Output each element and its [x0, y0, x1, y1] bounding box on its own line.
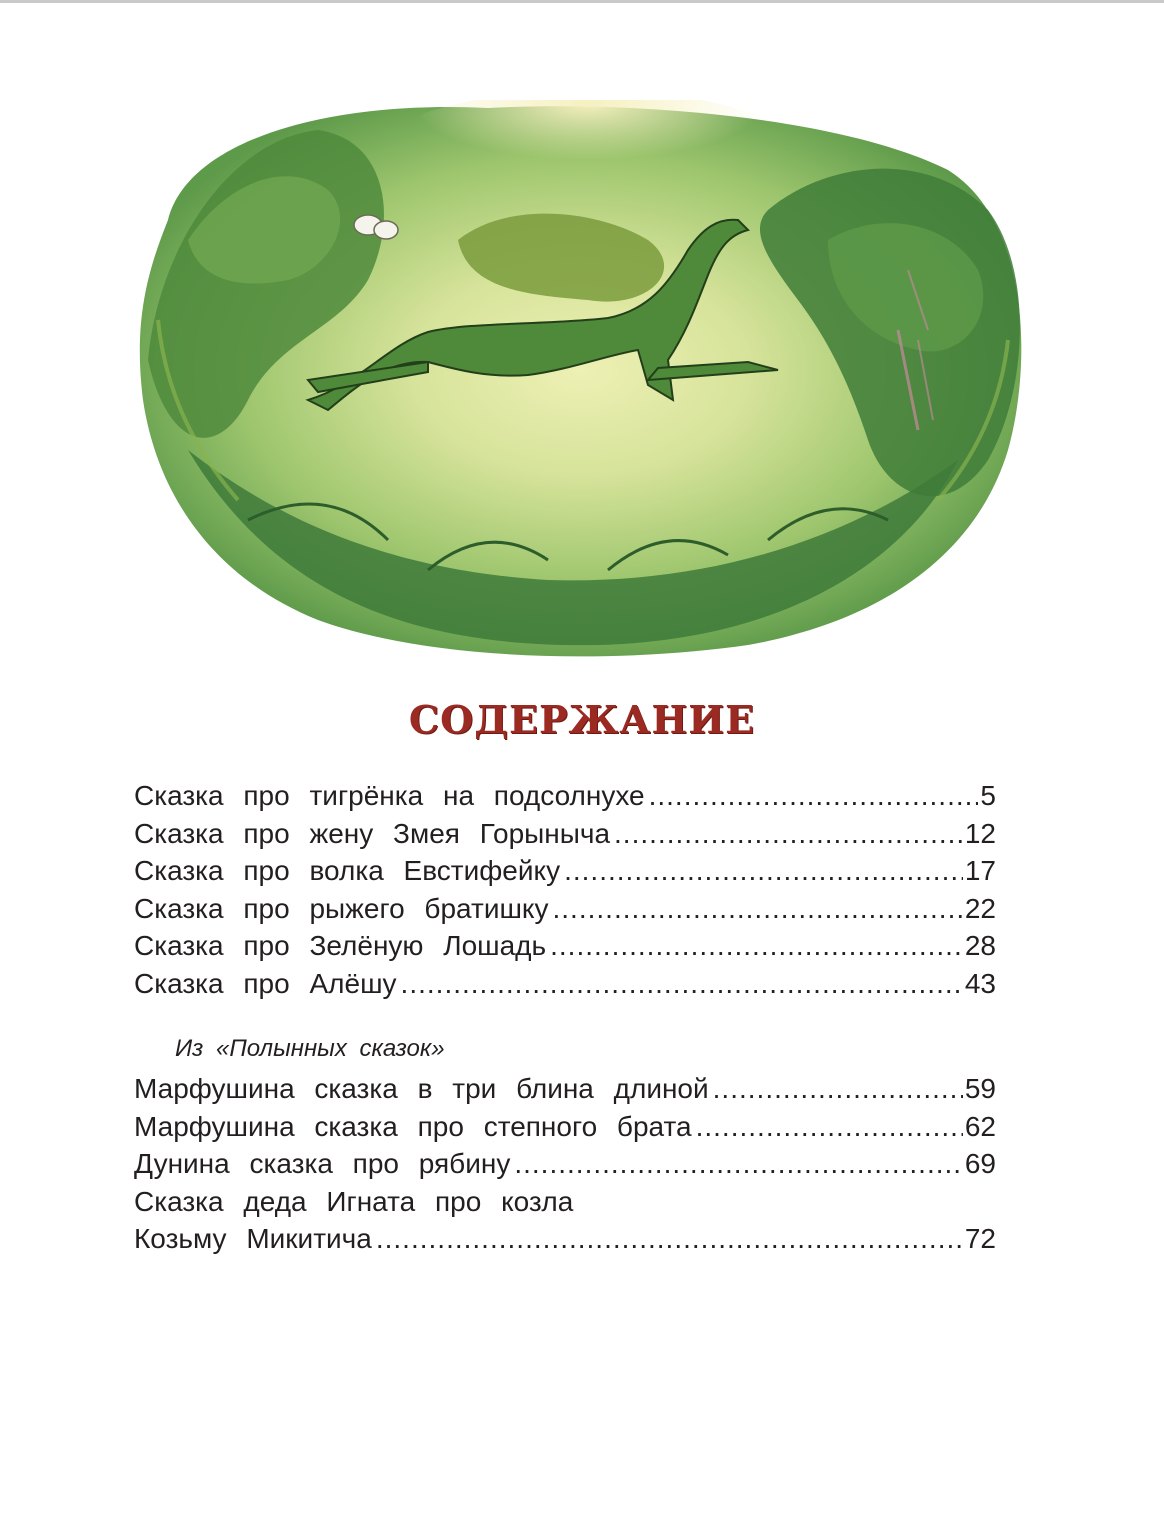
toc-entry[interactable]: [134, 777, 996, 815]
toc-leader-dots: [713, 1070, 963, 1108]
toc-entry-page: 22: [964, 892, 996, 924]
toc-leader-dots: [614, 815, 963, 853]
toc-leader-dots: [564, 852, 963, 890]
toc-entry-page: 72: [964, 1223, 996, 1254]
toc-entry[interactable]: [134, 1070, 996, 1108]
toc-leader-dots: [376, 1220, 963, 1258]
green-horse-illustration: [128, 100, 1033, 665]
toc-entry-title: Сказка про Алёшу: [134, 967, 397, 999]
toc-leader-dots: [649, 777, 979, 815]
toc-entry[interactable]: [134, 890, 996, 928]
toc-entry[interactable]: [134, 1145, 996, 1183]
toc-leader-dots: [514, 1145, 963, 1183]
toc-entry-page: 5: [980, 780, 996, 811]
toc-entry-page: 62: [964, 1110, 996, 1142]
toc-leader-dots: [553, 890, 963, 928]
toc-entry-page: 69: [964, 1148, 996, 1179]
toc-leader-dots: [401, 965, 963, 1003]
toc-entry-title: Марфушина сказка про степного брата: [134, 1110, 692, 1142]
toc-entry-title: Сказка про жену Змея Горыныча: [134, 817, 611, 849]
toc-entry[interactable]: [134, 1220, 996, 1258]
toc-entry-title: Сказка про волка Евстифейку: [134, 855, 561, 886]
toc-main-list: [134, 777, 996, 1002]
toc-entry-page: 59: [964, 1073, 996, 1104]
toc-entry-page: 28: [964, 930, 996, 961]
toc-entry-title: Сказка про Зелёную Лошадь: [134, 930, 547, 961]
toc-entry[interactable]: [134, 965, 996, 1003]
toc-entry-title: Марфушина сказка в три блина длиной: [134, 1073, 709, 1104]
toc-section-label: Из «Полынных сказок»: [175, 1035, 445, 1062]
contents-heading: СОДЕРЖАНИЕ: [408, 697, 756, 742]
toc-entry-page: 12: [964, 817, 996, 849]
toc-leader-dots: [696, 1108, 963, 1146]
page-top-rule: [0, 0, 1164, 3]
toc-entry-page: 43: [964, 967, 996, 999]
toc-entry[interactable]: [134, 927, 996, 965]
toc-entry[interactable]: [134, 815, 996, 853]
toc-section-list: [134, 1070, 996, 1258]
toc-entry-title-line1[interactable]: Сказка деда Игната про козла: [134, 1185, 574, 1217]
toc-entry-title: Дунина сказка про рябину: [134, 1148, 511, 1179]
toc-entry[interactable]: [134, 1108, 996, 1146]
toc-entry-title: Сказка про рыжего братишку: [134, 892, 549, 924]
toc-entry-title-line2: Козьму Микитича: [134, 1223, 372, 1254]
toc-leader-dots: [550, 927, 963, 965]
toc-entry-page: 17: [964, 855, 996, 886]
toc-entry-title: Сказка про тигрёнка на подсолнухе: [134, 780, 645, 811]
toc-entry[interactable]: [134, 852, 996, 890]
